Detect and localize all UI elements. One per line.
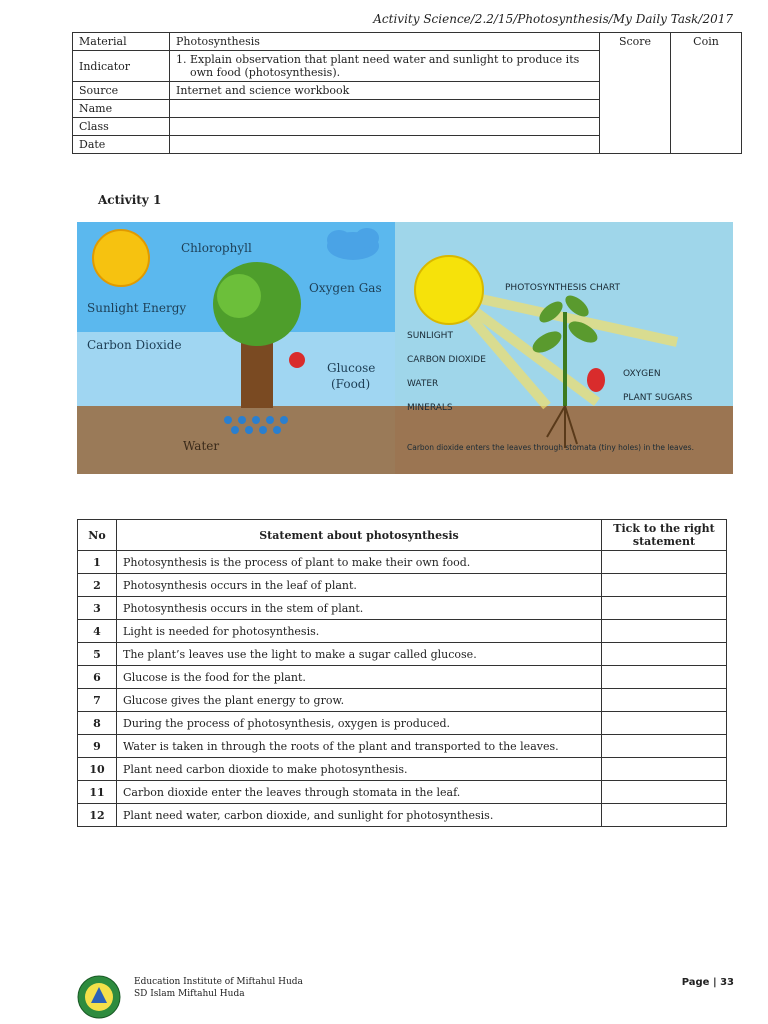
- header-no: No: [78, 520, 117, 551]
- table-row: [78, 758, 727, 781]
- footer-institution: [134, 976, 303, 1000]
- row-number: 11: [78, 781, 117, 804]
- photosynthesis-illustration: [77, 222, 733, 474]
- school-logo: [74, 975, 124, 1019]
- row-statement: Photosynthesis is the process of plant to make their own food.: [117, 551, 602, 574]
- tree-crown: [213, 262, 301, 346]
- row-number: 12: [78, 804, 117, 827]
- info-table: [72, 32, 742, 154]
- indicator-number: 1.: [176, 53, 187, 66]
- row-number: 5: [78, 643, 117, 666]
- row-number: 3: [78, 597, 117, 620]
- carbon-dioxide-label: Carbon Dioxide: [87, 338, 182, 352]
- table-row: [78, 620, 727, 643]
- row-statement: Plant need water, carbon dioxide, and sunlight for photosynthesis.: [117, 804, 602, 827]
- row-number: 9: [78, 735, 117, 758]
- statement-table: [77, 519, 727, 827]
- water-label: Water: [183, 439, 220, 453]
- date-label: Date: [73, 136, 170, 154]
- tick-cell[interactable]: [602, 551, 727, 574]
- row-number: 8: [78, 712, 117, 735]
- source-value: Internet and science workbook: [170, 82, 600, 100]
- table-row: [78, 712, 727, 735]
- chart-caption: Carbon dioxide enters the leaves through stomata (tiny holes) in the leaves.: [407, 443, 694, 452]
- row-number: 7: [78, 689, 117, 712]
- strawberry-icon: [587, 368, 605, 392]
- water-label-right: WATER: [407, 379, 439, 389]
- oxygen-label: OXYGEN: [623, 369, 661, 379]
- date-field[interactable]: [170, 136, 600, 154]
- tick-cell[interactable]: [602, 781, 727, 804]
- footer-line-1: Education Institute of Miftahul Huda: [134, 977, 303, 987]
- row-number: 10: [78, 758, 117, 781]
- oxygen-gas-label: Oxygen Gas: [309, 281, 382, 295]
- activity-title: Activity 1: [98, 193, 162, 207]
- table-row: [78, 781, 727, 804]
- class-label: Class: [73, 118, 170, 136]
- class-field[interactable]: [170, 118, 600, 136]
- tick-cell[interactable]: [602, 735, 727, 758]
- cloud-icon: [327, 228, 379, 260]
- carbon-dioxide-label-right: CARBON DIOXIDE: [407, 355, 486, 365]
- document-header: Activity Science/2.2/15/Photosynthesis/My Daily Task/2017: [373, 12, 733, 26]
- left-soil: [77, 406, 395, 474]
- row-statement: Carbon dioxide enter the leaves through stomata in the leaf.: [117, 781, 602, 804]
- tick-cell[interactable]: [602, 689, 727, 712]
- tick-cell[interactable]: [602, 643, 727, 666]
- statement-rows: [78, 551, 727, 827]
- right-panel: [395, 222, 733, 474]
- glucose-label: Glucose: [327, 361, 376, 375]
- chart-title: PHOTOSYNTHESIS CHART: [505, 283, 621, 293]
- sun-icon: [93, 230, 149, 286]
- tick-cell[interactable]: [602, 574, 727, 597]
- tick-cell[interactable]: [602, 758, 727, 781]
- row-number: 4: [78, 620, 117, 643]
- row-statement: Water is taken in through the roots of the plant and transported to the leaves.: [117, 735, 602, 758]
- row-statement: During the process of photosynthesis, oxygen is produced.: [117, 712, 602, 735]
- sunlight-energy-label: Sunlight Energy: [87, 301, 187, 315]
- table-row: [78, 643, 727, 666]
- indicator-value: Explain observation that plant need water and sunlight to produce its own food (photosynthesis).: [190, 53, 580, 79]
- left-panel: [77, 222, 395, 474]
- chlorophyll-label: Chlorophyll: [181, 241, 252, 255]
- tick-cell[interactable]: [602, 712, 727, 735]
- header-tick: Tick to the right statement: [602, 520, 727, 551]
- coin-cell: [671, 33, 742, 154]
- table-row: [78, 597, 727, 620]
- header-statement: Statement about photosynthesis: [117, 520, 602, 551]
- row-statement: Glucose is the food for the plant.: [117, 666, 602, 689]
- table-row: [78, 804, 727, 827]
- page-number: Page | 33: [681, 977, 734, 988]
- score-cell: [600, 33, 671, 154]
- row-statement: Glucose gives the plant energy to grow.: [117, 689, 602, 712]
- name-field[interactable]: [170, 100, 600, 118]
- plant-sugars-label: PLANT SUGARS: [623, 393, 693, 403]
- row-statement: Light is needed for photosynthesis.: [117, 620, 602, 643]
- material-value: Photosynthesis: [170, 33, 600, 51]
- apple-icon: [289, 352, 305, 368]
- tick-cell[interactable]: [602, 804, 727, 827]
- material-label: Material: [73, 33, 170, 51]
- row-number: 2: [78, 574, 117, 597]
- footer-line-2: SD Islam Miftahul Huda: [134, 989, 245, 999]
- sun-icon-right: [415, 256, 483, 324]
- coin-label: Coin: [693, 35, 719, 48]
- tick-cell[interactable]: [602, 666, 727, 689]
- indicator-cell: [170, 51, 600, 82]
- table-row: [78, 666, 727, 689]
- row-number: 6: [78, 666, 117, 689]
- minerals-label: MINERALS: [407, 403, 453, 413]
- statement-table-header: [78, 520, 727, 551]
- row-statement: Photosynthesis occurs in the leaf of plant.: [117, 574, 602, 597]
- tick-cell[interactable]: [602, 620, 727, 643]
- row-statement: The plant’s leaves use the light to make a sugar called glucose.: [117, 643, 602, 666]
- table-row: [78, 551, 727, 574]
- row-statement: Plant need carbon dioxide to make photosynthesis.: [117, 758, 602, 781]
- tick-cell[interactable]: [602, 597, 727, 620]
- table-row: [78, 735, 727, 758]
- table-row: [78, 574, 727, 597]
- row-statement: Photosynthesis occurs in the stem of plant.: [117, 597, 602, 620]
- row-number: 1: [78, 551, 117, 574]
- source-label: Source: [73, 82, 170, 100]
- sunlight-label: SUNLIGHT: [407, 331, 453, 341]
- table-row: [78, 689, 727, 712]
- food-label: (Food): [331, 377, 371, 391]
- score-label: Score: [618, 35, 652, 48]
- name-label: Name: [73, 100, 170, 118]
- indicator-label: Indicator: [73, 51, 170, 82]
